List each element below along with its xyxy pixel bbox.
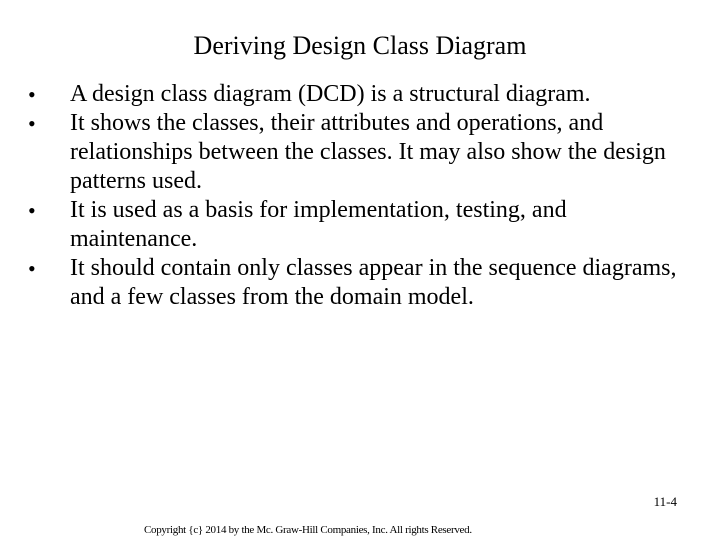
bullet-item bbox=[0, 196, 680, 254]
bullet-text: It shows the classes, their attributes and operations, and relationships between the classes. It may also show the design patterns used. bbox=[70, 110, 666, 194]
bullet-text: A design class diagram (DCD) is a structural diagram. bbox=[70, 81, 591, 107]
slide-title: Deriving Design Class Diagram bbox=[193, 31, 527, 60]
slide-number: 11-4 bbox=[653, 494, 677, 509]
bullet-item bbox=[0, 254, 680, 312]
bullet-text: It should contain only classes appear in the sequence diagrams, and a few classes from the domain model. bbox=[70, 255, 677, 310]
copyright-notice: Copyright {c} 2014 by the Mc. Graw-Hill Companies, Inc. All rights Reserved. bbox=[144, 524, 472, 536]
bullet-item bbox=[0, 80, 680, 109]
bullet-text: It is used as a basis for implementation, testing, and maintenance. bbox=[70, 197, 567, 252]
bullet-marker: • bbox=[28, 256, 36, 281]
bullet-marker: • bbox=[28, 198, 36, 223]
bullet-item bbox=[0, 109, 680, 196]
bullet-list bbox=[0, 80, 720, 312]
bullet-marker: • bbox=[28, 111, 36, 136]
bullet-marker: • bbox=[28, 82, 36, 107]
